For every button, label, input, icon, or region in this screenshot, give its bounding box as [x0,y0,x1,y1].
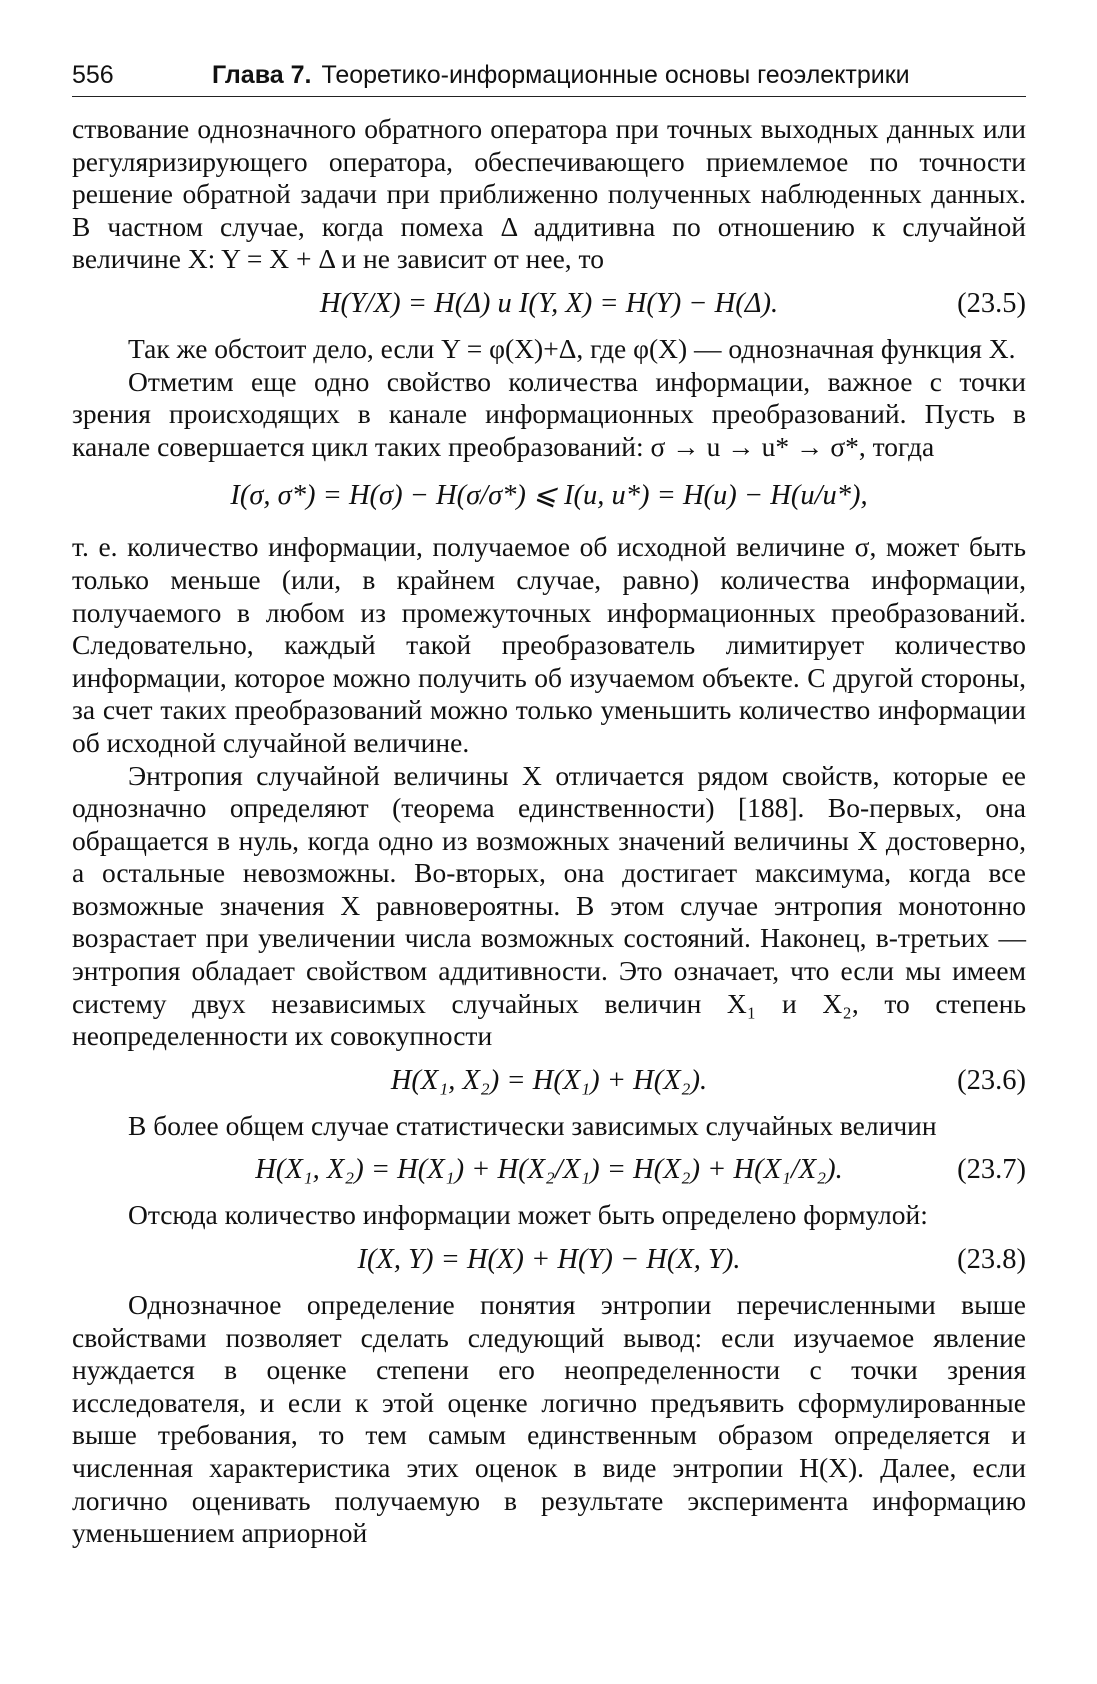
equation-23-7 [72,1151,1026,1189]
equation-text: I(σ, σ*) = H(σ) − H(σ/σ*) ⩽ I(u, u*) = H(u) − H(u/u*), [230,480,868,512]
paragraph-continued: ствование однозначного обратного оператора при точных выходных данных или регуляризирующего оператора, обеспечивающего приемлемое по точности решение обратной задачи при приближенно полученных наблюденных данных. В частном случае, когда помеха Δ аддитивна по отношению к случайной величине X: Y = X + Δ и не зависит от нее, то [72,113,1026,275]
paragraph: т. е. количество информации, получаемое об исходной величине σ, может быть только меньше (или, в крайнем случае, равно) количества информации, получаемого в любом из промежуточных информационных преобразований. Следовательно, каждый такой преобразователь лимитирует количество информации, которое можно получить об изучаемом объекте. С другой стороны, за счет таких преобразований можно только уменьшить количество информации об исходной случайной величине. [72,531,1026,758]
paragraph: Энтропия случайной величины X отличается рядом свойств, которые ее однозначно определяют (теорема единственности) [188]. Во-первых, она обращается в нуль, когда одно из возможных значений величины X достоверно, а остальные невозможны. Во-вторых, она достигает максимума, когда все возможные значения X равновероятны. В этом случае энтропия монотонно возрастает при увеличении числа возможных состояний. Наконец, в-третьих — энтропия обладает свойством аддитивности. Это означает, что если мы имеем систему двух независимых случайных величин X₁ и X₂, то степень неопределенности их совокупности [72,759,1026,1052]
chapter-label: Глава 7. [212,61,312,89]
paragraph: В более общем случае статистически зависимых случайных величин [128,1109,937,1141]
equation-23-5 [72,285,1026,323]
page-number: 556 [72,61,114,89]
equation-23-6 [72,1062,1026,1100]
paragraph: Отсюда количество информации может быть определено формулой: [128,1199,928,1231]
book-page [72,58,1026,1550]
paragraph: Однозначное определение понятия энтропии перечисленными выше свойствами позволяет сделать следующий вывод: если изучаемое явление нуждается в оценке степени его неопределенности с точки зрения исследователя, и если к этой оценке логично предъявить сформулированные выше требования, то тем самым единственным образом определяется и численная характеристика этих оценок в виде энтропии H(X). Далее, если логично оценивать получаемую в результате эксперимента информацию уменьшением априорной [72,1289,1026,1549]
equation-information-cycle [72,477,1026,515]
chapter-title: Теоретико-информационные основы геоэлектрики [321,61,910,89]
equation-number: (23.6) [957,1064,1026,1096]
page-body [72,113,1026,1550]
equation-number: (23.5) [957,287,1026,319]
paragraph: Отметим еще одно свойство количества информации, важное с точки зрения происходящих в канале информационных преобразований. Пусть в канале совершается цикл таких преобразований: σ → u → u* → σ*, тогда [72,365,1026,462]
equation-text: I(X, Y) = H(X) + H(Y) − H(X, Y). [357,1244,741,1276]
equation-text: H(Y/X) = H(Δ) и I(Y, X) = H(Y) − H(Δ). [319,287,779,319]
running-header [72,58,1026,97]
equation-number: (23.8) [957,1244,1026,1276]
equation-text: H(X₁, X₂) = H(X₁) + H(X₂/X₁) = H(X₂) + H(X₁/X₂). [255,1154,843,1186]
equation-23-8 [72,1241,1026,1279]
equation-text: H(X₁, X₂) = H(X₁) + H(X₂). [390,1064,708,1096]
equation-number: (23.7) [957,1154,1026,1186]
paragraph: Так же обстоит дело, если Y = φ(X)+Δ, где φ(X) — однозначная функция X. [128,332,1016,364]
